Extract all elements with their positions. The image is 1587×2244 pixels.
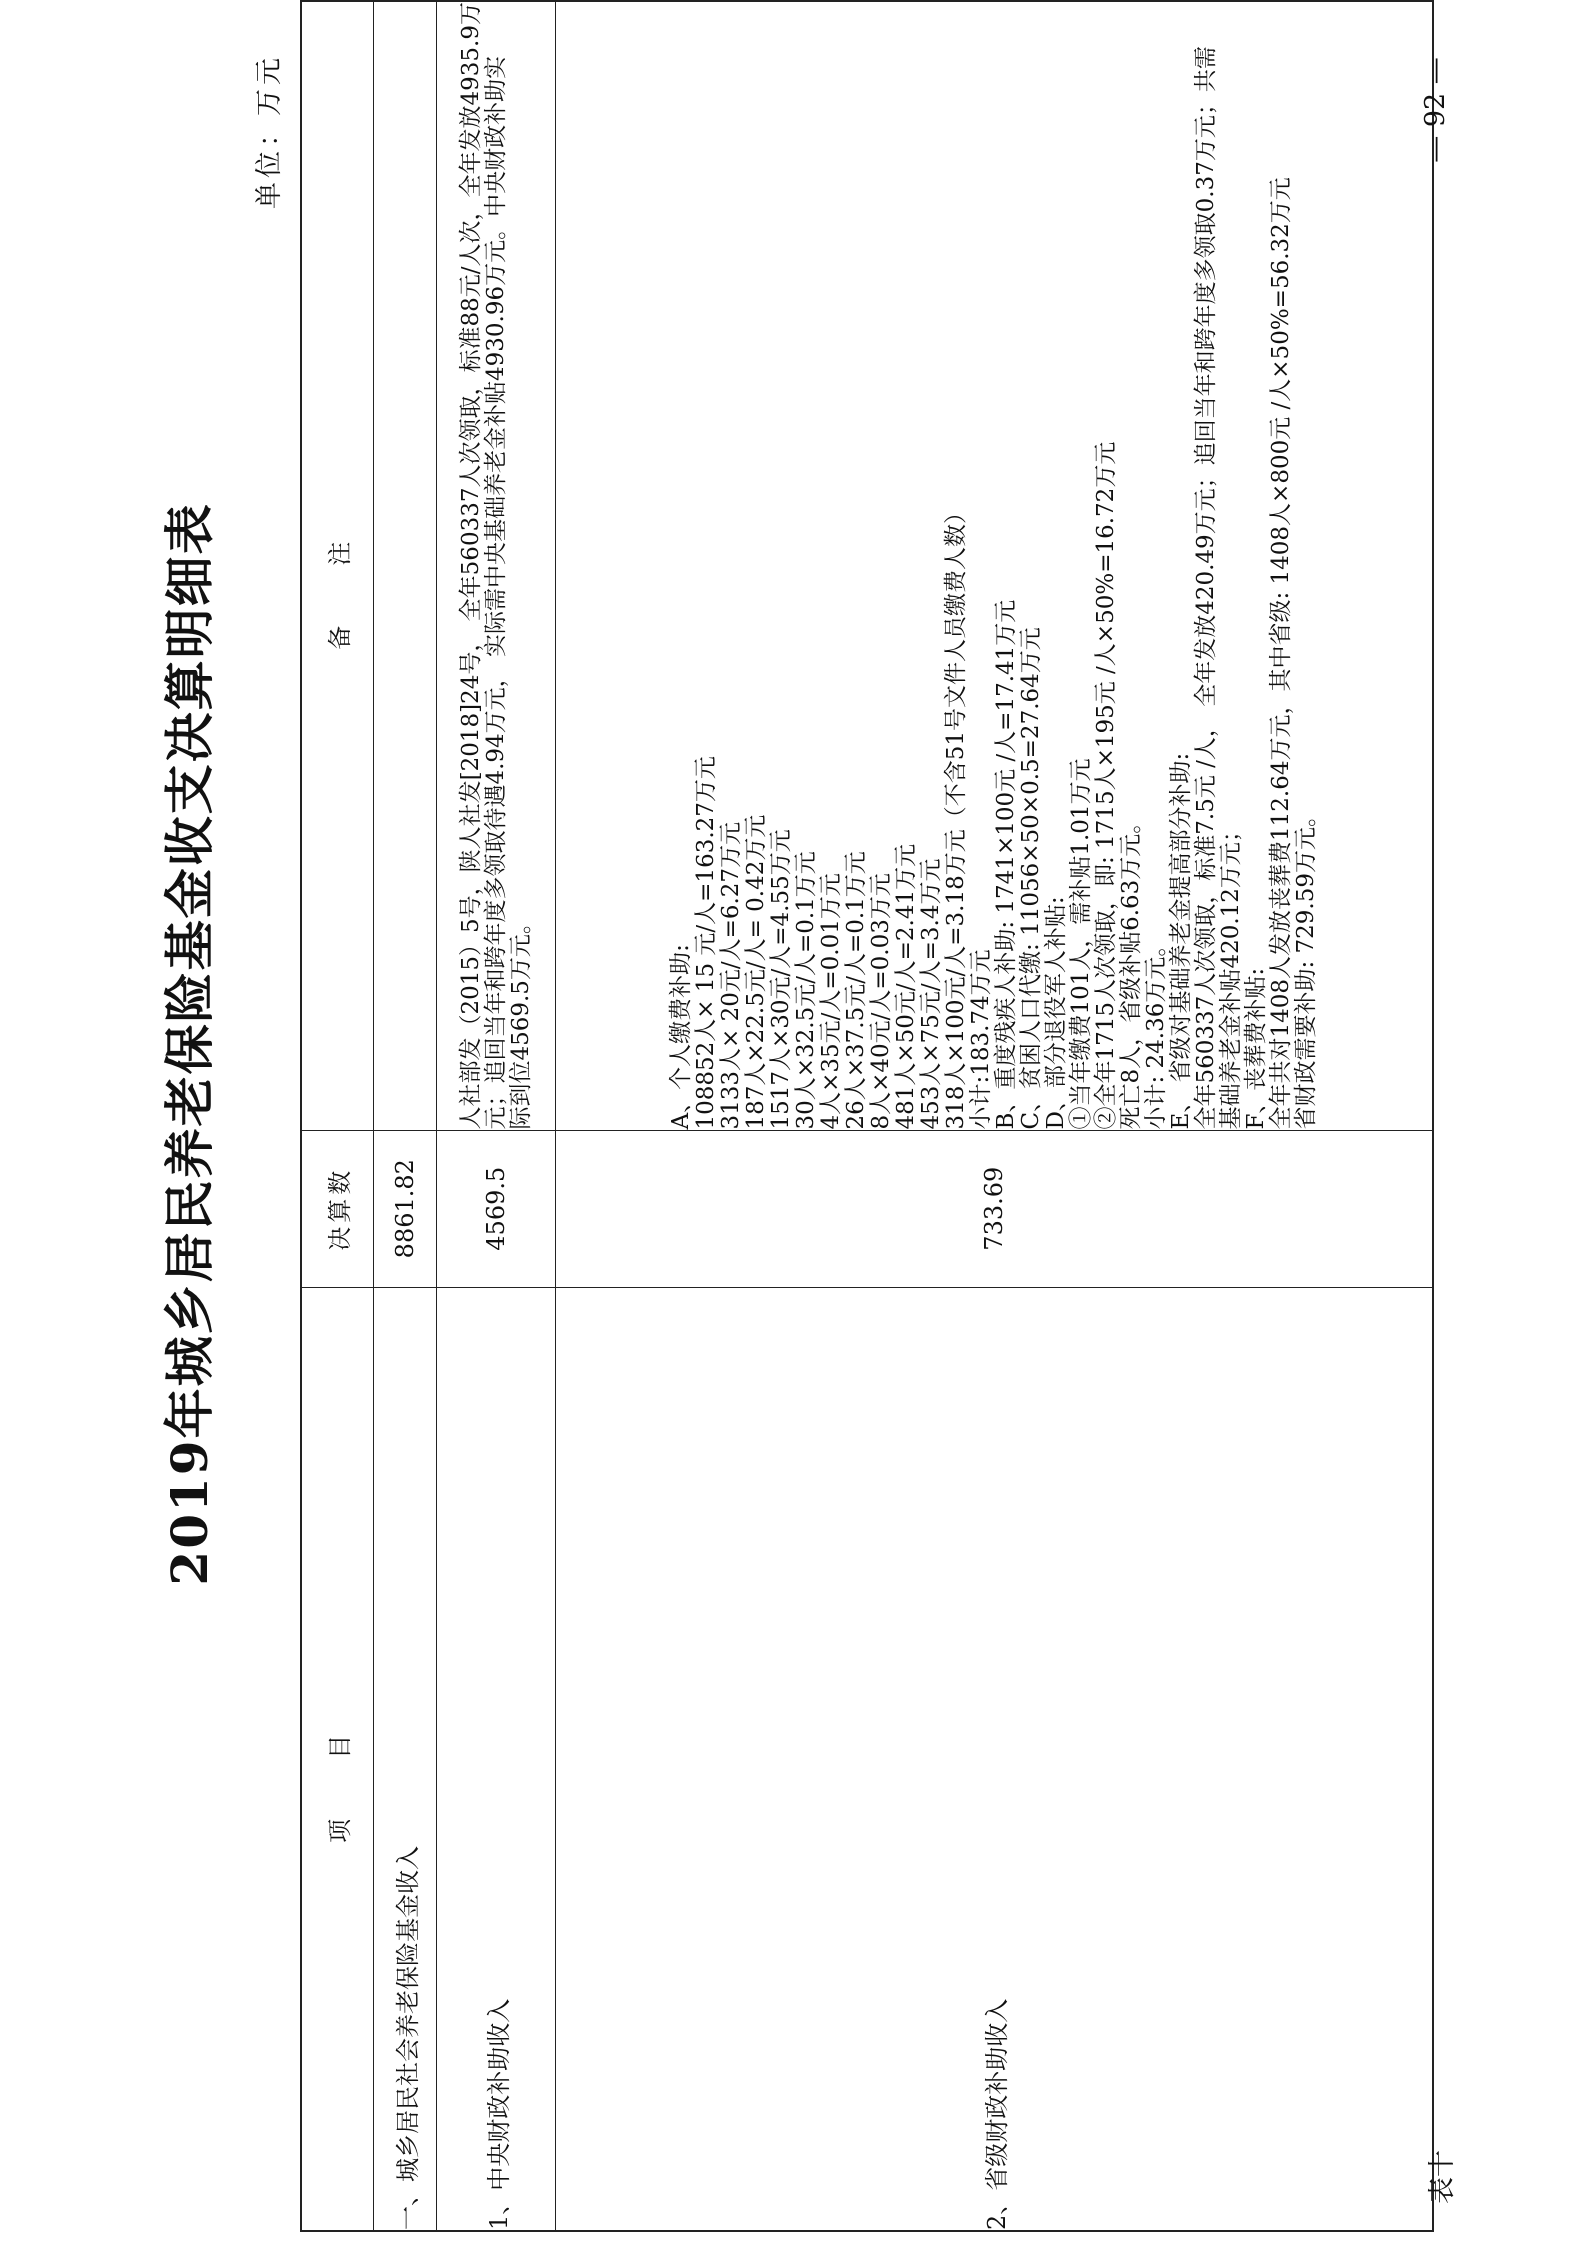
row-note (437, 1, 556, 1130)
note-line: 26人×37.5元/人=0.1万元 (843, 851, 869, 1130)
note-line: 死亡8人，省级补贴6.63万元。 (1118, 810, 1144, 1130)
note-line: E、 省级对基础养老金提高部分补助: (1168, 752, 1194, 1130)
note-line: 187人×22.5元/人= 0.42万元 (743, 814, 769, 1130)
row-note (374, 1, 437, 1130)
note-line: ①当年缴费101人，需补贴1.01万元 (1068, 758, 1094, 1130)
note-line: 小计:183.74万元 (968, 949, 994, 1130)
note-line: 4人×35元/人=0.01万元 (818, 873, 844, 1130)
unit-label: 单位：万元 (254, 54, 285, 209)
header-project: 项目 (301, 1287, 374, 2231)
note-line: F、丧葬费补贴: (1243, 967, 1269, 1130)
note-line: 基础养老金补贴420.12万元； (1218, 819, 1244, 1130)
detail-table (300, 0, 1434, 2232)
note-line: 全年共对1408人发放丧葬费112.64万元，其中省级: 1408人×800元 /人×50%=56.32万元 (1268, 177, 1294, 1130)
note-line: 1517人×30元/人=4.55万元 (768, 829, 794, 1130)
note-line: D、部分退役军人补贴: (1043, 896, 1069, 1130)
note-line: 108852人× 15 元/人=163.27万元 (693, 756, 719, 1130)
note-line: 453人×75元/人=3.4万元 (918, 858, 944, 1130)
table-header-row (301, 1, 374, 2231)
note-line: 元；追回当年和跨年度多领取待遇4.94万元， 实际需中央基础养老金补贴4930.96万元。中央财政补助实 (482, 55, 509, 1130)
header-amount: 决算数 (301, 1130, 374, 1287)
row-project: 1、中央财政补助收入 (437, 1287, 556, 2231)
row-project: 2、省级财政补助收入 (556, 1287, 1434, 2231)
note-line: 30人×32.5元/人=0.1万元 (793, 851, 819, 1130)
note-line: 8人×40元/人=0.03万元 (868, 873, 894, 1130)
page-number: — 92 — (1420, 57, 1451, 163)
form-label: 表十 (1427, 2150, 1458, 2204)
note-line: ②全年1715人次领取，即: 1715人×195元 /人×50%=16.72万元 (1093, 441, 1119, 1130)
row-amount: 733.69 (556, 1130, 1434, 1287)
note-line: 人社部发（2015）5号，陕人社发[2018]24号， 全年560337人次领取，标准88元/人次，全年发放4935.9万 (457, 2, 484, 1130)
note-line: 际到位4569.5万元。 (507, 911, 534, 1130)
table-row (556, 1, 1434, 2231)
note-line: 省财政需要补助: 729.59万元。 (1293, 804, 1319, 1130)
row-amount: 8861.82 (374, 1130, 437, 1287)
note-line: 小计: 24.36万元。 (1143, 933, 1169, 1130)
page-title: 2019年城乡居民养老保险基金收支决算明细表 (160, 502, 219, 1586)
note-line: 318人×100元/人=3.18万元（不含51号文件人员缴费人数） (943, 500, 969, 1130)
row-note (556, 1, 1434, 1130)
table-row (374, 1, 437, 2231)
table-row (437, 1, 556, 2231)
row-project: 一、城乡居民社会养老保险基金收入 (374, 1287, 437, 2231)
note-line: B、重度残疾人补助: 1741×100元 /人=17.41万元 (993, 599, 1019, 1130)
note-line: C、贫困人口代缴: 11056×50×0.5=27.64万元 (1018, 627, 1044, 1130)
note-line: 全年560337人次领取，标准7.5元 /人， 全年发放420.49万元；追回当年和跨年度多领取0.37万元；共需 (1193, 46, 1219, 1130)
header-note: 备注 (301, 1, 374, 1130)
note-line: 3133人× 20元/人=6.27万元 (718, 821, 744, 1130)
row-amount: 4569.5 (437, 1130, 556, 1287)
note-line: A、个人缴费补助: (668, 944, 694, 1130)
note-line: 481人×50元/人=2.41万元 (893, 843, 919, 1130)
